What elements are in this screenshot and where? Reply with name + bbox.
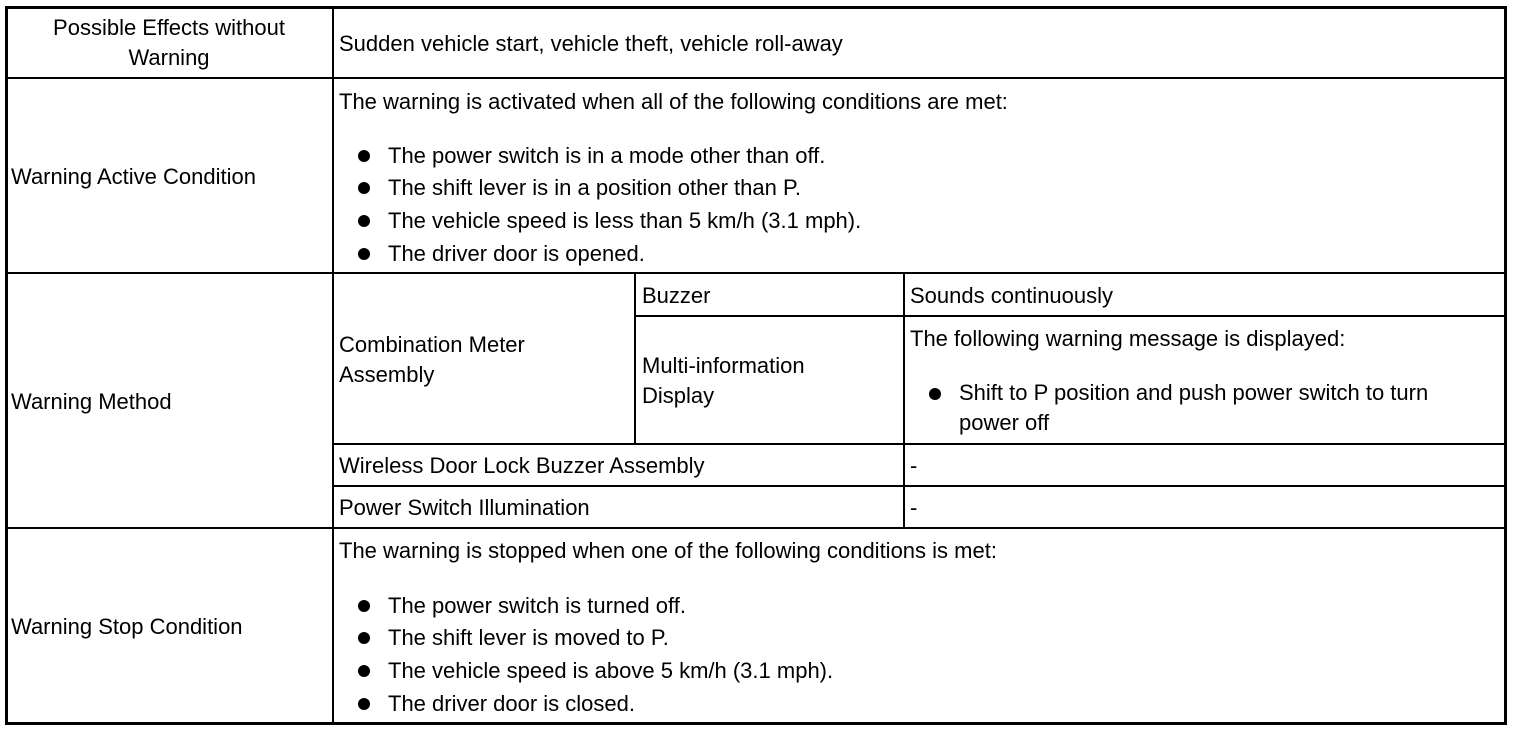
bullet-icon — [358, 632, 370, 644]
bullet-icon — [358, 665, 370, 677]
stop-condition-bullet: The power switch is turned off. — [388, 593, 686, 618]
mid-label-line1: Multi-information — [642, 353, 805, 378]
buzzer-value: Sounds continuously — [910, 283, 1114, 308]
effects-label-line1: Possible Effects without — [53, 15, 285, 40]
column-divider — [332, 8, 334, 724]
active-condition-bullet: The power switch is in a mode other than off. — [388, 143, 826, 168]
effects-value: Sudden vehicle start, vehicle theft, vehicle roll-away — [339, 31, 843, 56]
active-condition-intro: The warning is activated when all of the following conditions are met: — [339, 89, 1008, 114]
row-divider — [6, 272, 1506, 274]
illumination-label: Power Switch Illumination — [339, 495, 590, 520]
row-divider — [6, 527, 1506, 529]
stop-condition-bullet: The shift lever is moved to P. — [388, 625, 669, 650]
meter-label-line1: Combination Meter — [339, 332, 525, 357]
active-condition-bullet: The driver door is opened. — [388, 241, 645, 266]
row-divider — [333, 443, 1506, 445]
row-divider — [634, 315, 1506, 317]
mid-intro: The following warning message is displayed: — [910, 326, 1346, 351]
bullet-icon — [358, 248, 370, 260]
meter-label-line2: Assembly — [339, 362, 435, 387]
mid-bullet-line1: Shift to P position and push power switch to turn — [959, 380, 1429, 405]
stop-condition-bullet: The vehicle speed is above 5 km/h (3.1 mph). — [388, 658, 834, 683]
row-divider — [333, 485, 1506, 487]
illumination-value: - — [910, 495, 918, 520]
warning-method-label: Warning Method — [11, 389, 172, 414]
buzzer-label: Buzzer — [642, 283, 711, 308]
mid-bullet-line2: power off — [959, 410, 1050, 435]
bullet-icon — [358, 215, 370, 227]
bullet-icon — [358, 182, 370, 194]
stop-condition-label: Warning Stop Condition — [11, 614, 243, 639]
active-condition-bullet: The shift lever is in a position other than P. — [388, 175, 801, 200]
bullet-icon — [358, 150, 370, 162]
column-divider — [634, 273, 636, 444]
row-divider — [6, 77, 1506, 79]
wireless-value: - — [910, 453, 918, 478]
effects-label-line2: Warning — [128, 45, 210, 70]
active-condition-bullet: The vehicle speed is less than 5 km/h (3.1 mph). — [388, 208, 862, 233]
stop-condition-intro: The warning is stopped when one of the following conditions is met: — [339, 538, 997, 563]
column-divider — [903, 273, 905, 528]
bullet-icon — [358, 698, 370, 710]
bullet-icon — [929, 388, 941, 400]
stop-condition-bullet: The driver door is closed. — [388, 691, 635, 716]
wireless-label: Wireless Door Lock Buzzer Assembly — [339, 453, 705, 478]
mid-label-line2: Display — [642, 383, 715, 408]
active-condition-label: Warning Active Condition — [11, 164, 256, 189]
bullet-icon — [358, 600, 370, 612]
